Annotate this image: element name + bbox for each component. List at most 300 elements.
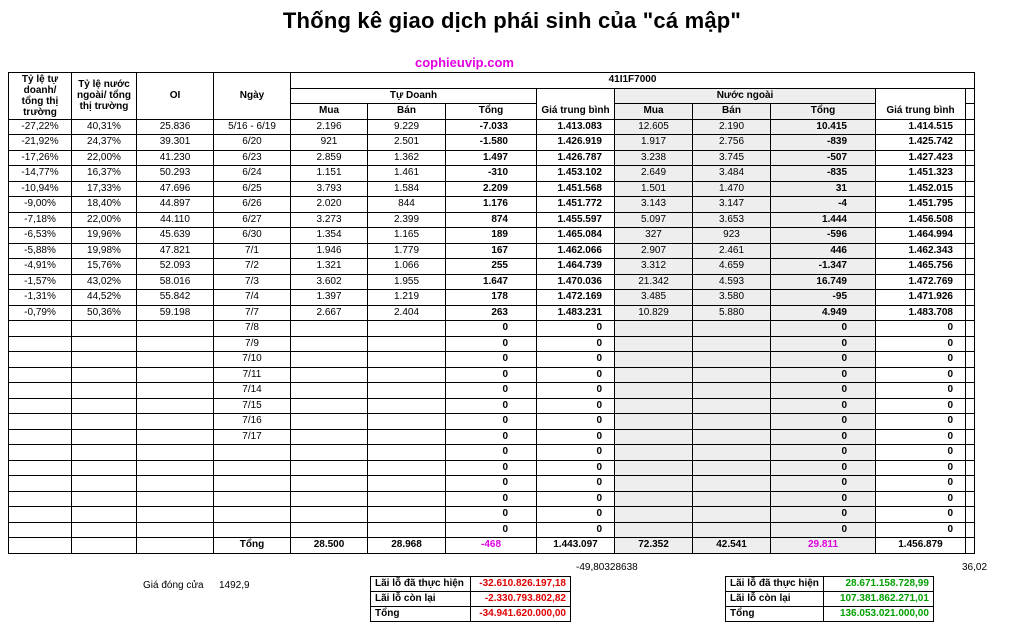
cell-td-gia: 0 [537,352,615,368]
cell-date: 7/14 [214,383,291,399]
cell-nn-ratio [72,429,137,445]
cell-td-tong: 1.647 [446,274,537,290]
cell-oi: 44.110 [137,212,214,228]
cell-date: 7/8 [214,321,291,337]
cell-td-ban: 2.399 [368,212,446,228]
table-row [9,367,975,383]
cell-nn-gia: 1.462.343 [876,243,966,259]
cell-td-ban [368,383,446,399]
cell-oi: 55.842 [137,290,214,306]
cell-td-mua: 3.273 [291,212,368,228]
cell-nn-mua: 10.829 [615,305,693,321]
cell-nn-ratio [72,336,137,352]
cell-nn-tong: 0 [771,429,876,445]
cell-nn-ratio [72,522,137,538]
cell-oi: 39.301 [137,135,214,151]
cell-td-gia: 1.426.787 [537,150,615,166]
cell-td-ratio: -10,94% [9,181,72,197]
cell-nn-tong: 0 [771,414,876,430]
cell-date: 6/25 [214,181,291,197]
cell-td-tong: 1.176 [446,197,537,213]
cell-nn-ratio: 16,37% [72,166,137,182]
cell-nn-gia: 0 [876,522,966,538]
cell-date [214,522,291,538]
cell-nn-gia: 1.483.708 [876,305,966,321]
cell-nn-mua: 3.312 [615,259,693,275]
cell-td-mua: 3.793 [291,181,368,197]
pnl-value: -34.941.620.000,00 [471,607,571,622]
cell-nn-mua [615,445,693,461]
cell-nn-mua: 3.143 [615,197,693,213]
cell-td-gia: 0 [537,321,615,337]
cell-nn-mua: 327 [615,228,693,244]
cell-nn-tong: 0 [771,352,876,368]
cell-nn-tong: -4 [771,197,876,213]
cell-td-ban: 1.584 [368,181,446,197]
cell-nn-ban: 4.593 [693,274,771,290]
cell-nn-ratio: 24,37% [72,135,137,151]
pnl-tu-doanh-table [370,576,571,622]
header-td-ratio: Tỷ lệ tự doanh/ tổng thị trường [9,73,72,120]
pnl-value: 28.671.158.728,99 [823,577,933,592]
totals-nn-tong: 29.811 [771,538,876,554]
cell-nn-gia: 0 [876,429,966,445]
cell-date [214,507,291,523]
cell-td-mua [291,414,368,430]
cell-nn-ban [693,429,771,445]
cell-td-tong: 0 [446,491,537,507]
cell-nn-gia: 0 [876,336,966,352]
header-nuoc-ngoai: Nước ngoài [615,88,876,104]
cell-nn-ban [693,507,771,523]
cell-oi [137,383,214,399]
cell-date [214,445,291,461]
cell-td-tong: 0 [446,367,537,383]
cell-td-mua [291,522,368,538]
cell-nn-mua: 2.907 [615,243,693,259]
cell-td-tong: -7.033 [446,119,537,135]
cell-nn-gia: 0 [876,321,966,337]
cell-td-ratio [9,507,72,523]
table-row [9,321,975,337]
cell-td-ratio: -17,26% [9,150,72,166]
cell-td-ratio [9,522,72,538]
pnl-label: Lãi lỗ còn lại [371,592,471,607]
cell-date: 7/10 [214,352,291,368]
cell-td-ban [368,491,446,507]
cell-date: 7/2 [214,259,291,275]
cell-date [214,491,291,507]
cell-nn-mua: 21.342 [615,274,693,290]
cell-nn-gia: 1.425.742 [876,135,966,151]
totals-nn-ban: 42.541 [693,538,771,554]
table-row [9,398,975,414]
cell-oi: 25.836 [137,119,214,135]
close-price-value: 1492,9 [219,580,250,591]
cell-td-ratio [9,352,72,368]
cell-td-ratio: -1,57% [9,274,72,290]
cell-nn-tong: 0 [771,336,876,352]
table-row [9,212,975,228]
cell-td-ratio [9,429,72,445]
cell-td-mua: 1.354 [291,228,368,244]
cell-nn-mua [615,491,693,507]
cell-nn-tong: -835 [771,166,876,182]
cell-date: 7/15 [214,398,291,414]
table-row [9,507,975,523]
cell-nn-tong: 0 [771,491,876,507]
table-row [9,119,975,135]
pnl-row [726,577,934,592]
table-row [9,445,975,461]
cell-td-gia: 0 [537,367,615,383]
cell-td-ban: 9.229 [368,119,446,135]
cell-td-gia: 0 [537,398,615,414]
header-nn-ban: Bán [693,104,771,120]
cell-nn-mua [615,476,693,492]
cell-nn-tong: -1.347 [771,259,876,275]
cell-nn-ratio: 44,52% [72,290,137,306]
table-row [9,429,975,445]
cell-td-ratio: -4,91% [9,259,72,275]
cell-td-tong: 189 [446,228,537,244]
table-row [9,135,975,151]
cell-td-mua [291,398,368,414]
cell-oi [137,429,214,445]
cell-date: 6/27 [214,212,291,228]
cell-nn-ban [693,336,771,352]
cell-td-tong: 0 [446,445,537,461]
cell-td-ban: 1.362 [368,150,446,166]
cell-oi [137,321,214,337]
cell-td-ratio [9,398,72,414]
cell-td-mua [291,460,368,476]
cell-td-mua: 3.602 [291,274,368,290]
pnl-row [726,592,934,607]
cell-td-tong: 167 [446,243,537,259]
table-row [9,197,975,213]
cell-nn-tong: 16.749 [771,274,876,290]
cell-oi [137,491,214,507]
header-oi: OI [137,73,214,120]
cell-oi [137,460,214,476]
cell-oi [137,336,214,352]
cell-date: 6/30 [214,228,291,244]
cell-nn-ban [693,383,771,399]
cell-date: 7/3 [214,274,291,290]
cell-td-mua: 2.020 [291,197,368,213]
cell-nn-tong: 31 [771,181,876,197]
cell-nn-tong: -95 [771,290,876,306]
nn-diff-value: 36,02 [962,562,988,573]
cell-td-tong: 0 [446,383,537,399]
cell-td-ratio: -27,22% [9,119,72,135]
cell-td-gia: 0 [537,429,615,445]
totals-td-ban: 28.968 [368,538,446,554]
cell-nn-gia: 0 [876,367,966,383]
cell-td-mua [291,507,368,523]
cell-nn-gia: 0 [876,383,966,399]
cell-td-mua [291,445,368,461]
cell-nn-gia: 0 [876,476,966,492]
cell-td-ratio: -7,18% [9,212,72,228]
cell-nn-ban: 2.756 [693,135,771,151]
pnl-row [371,607,571,622]
table-row [9,476,975,492]
cell-td-ratio [9,491,72,507]
cell-td-tong: 0 [446,336,537,352]
cell-nn-ban: 923 [693,228,771,244]
cell-nn-mua [615,336,693,352]
cell-nn-ratio: 22,00% [72,150,137,166]
cell-oi: 47.821 [137,243,214,259]
cell-td-mua: 1.397 [291,290,368,306]
cell-td-gia: 1.470.036 [537,274,615,290]
table-row [9,305,975,321]
cell-td-ban: 844 [368,197,446,213]
pnl-label: Tổng [371,607,471,622]
cell-td-gia: 0 [537,336,615,352]
cell-nn-ratio: 43,02% [72,274,137,290]
cell-oi [137,507,214,523]
cell-date: 7/7 [214,305,291,321]
pnl-label: Lãi lỗ đã thực hiện [726,577,824,592]
cell-nn-ratio: 19,96% [72,228,137,244]
cell-nn-tong: 0 [771,460,876,476]
cell-nn-gia: 0 [876,352,966,368]
cell-oi: 52.093 [137,259,214,275]
cell-td-tong: -1.580 [446,135,537,151]
table-row [9,414,975,430]
cell-td-ratio: -5,88% [9,243,72,259]
cell-nn-mua: 12.605 [615,119,693,135]
cell-nn-ban [693,321,771,337]
cell-oi [137,398,214,414]
header-contract: 41I1F7000 [291,73,975,89]
header-nn-gia: Giá trung bình [876,104,966,120]
cell-date: 7/17 [214,429,291,445]
cell-date: 5/16 - 6/19 [214,119,291,135]
cell-td-tong: 0 [446,476,537,492]
cell-td-ban: 1.461 [368,166,446,182]
table-row [9,352,975,368]
cell-nn-ban: 1.470 [693,181,771,197]
cell-td-mua [291,336,368,352]
cell-td-ratio [9,476,72,492]
cell-td-mua [291,476,368,492]
cell-nn-mua: 5.097 [615,212,693,228]
cell-td-gia: 0 [537,507,615,523]
table-row [9,336,975,352]
cell-td-mua: 921 [291,135,368,151]
cell-nn-ratio [72,383,137,399]
cell-td-ban [368,367,446,383]
header-nn-mua: Mua [615,104,693,120]
pnl-row [371,577,571,592]
cell-nn-ban [693,352,771,368]
cell-nn-ratio [72,321,137,337]
header-td-tong: Tổng [446,104,537,120]
cell-td-gia: 1.451.568 [537,181,615,197]
cell-date: 7/11 [214,367,291,383]
cell-date: 7/9 [214,336,291,352]
cell-oi [137,522,214,538]
cell-td-ratio: -1,31% [9,290,72,306]
cell-nn-tong: -839 [771,135,876,151]
cell-nn-ban: 3.580 [693,290,771,306]
header-nn-tong: Tổng [771,104,876,120]
cell-nn-tong: -507 [771,150,876,166]
cell-td-mua: 1.321 [291,259,368,275]
cell-nn-gia: 1.456.508 [876,212,966,228]
pnl-label: Lãi lỗ đã thực hiện [371,577,471,592]
cell-td-ratio: -9,00% [9,197,72,213]
table-row [9,181,975,197]
cell-nn-ratio: 17,33% [72,181,137,197]
cell-td-ban [368,476,446,492]
cell-td-ban [368,398,446,414]
cell-td-tong: 0 [446,321,537,337]
cell-td-mua [291,321,368,337]
cell-nn-tong: 1.444 [771,212,876,228]
derivatives-table [8,72,975,554]
cell-nn-ban: 3.147 [693,197,771,213]
cell-nn-ban [693,476,771,492]
cell-td-gia: 1.472.169 [537,290,615,306]
cell-td-ratio [9,460,72,476]
cell-nn-tong: 0 [771,445,876,461]
cell-td-ban: 1.219 [368,290,446,306]
cell-td-mua: 2.859 [291,150,368,166]
totals-row [9,538,975,554]
cell-td-mua [291,491,368,507]
cell-td-gia: 1.462.066 [537,243,615,259]
cell-nn-ban: 5.880 [693,305,771,321]
cell-td-ratio [9,414,72,430]
cell-nn-ban: 3.653 [693,212,771,228]
cell-oi: 47.696 [137,181,214,197]
cell-nn-gia: 1.451.795 [876,197,966,213]
cell-nn-ratio [72,445,137,461]
cell-nn-ratio: 50,36% [72,305,137,321]
cell-nn-gia: 0 [876,491,966,507]
cell-td-mua [291,429,368,445]
cell-td-gia: 1.451.772 [537,197,615,213]
cell-nn-gia: 1.464.994 [876,228,966,244]
table-row [9,243,975,259]
cell-td-ratio [9,383,72,399]
cell-td-tong: 0 [446,429,537,445]
totals-td-tong: -468 [446,538,537,554]
totals-td-mua: 28.500 [291,538,368,554]
cell-td-gia: 0 [537,383,615,399]
cell-nn-tong: 0 [771,321,876,337]
cell-td-gia: 0 [537,476,615,492]
table-row [9,522,975,538]
cell-nn-tong: 0 [771,507,876,523]
cell-oi: 50.293 [137,166,214,182]
cell-date [214,460,291,476]
cell-td-mua [291,367,368,383]
cell-nn-mua [615,414,693,430]
cell-td-ban: 2.501 [368,135,446,151]
cell-td-mua [291,383,368,399]
cell-td-gia: 0 [537,460,615,476]
cell-td-ban: 2.404 [368,305,446,321]
cell-td-gia: 0 [537,414,615,430]
pnl-value: -2.330.793.802,82 [471,592,571,607]
page-title: Thống kê giao dịch phái sinh của "cá mập" [282,8,742,33]
cell-date: 6/23 [214,150,291,166]
pnl-value: 136.053.021.000,00 [823,607,933,622]
cell-nn-tong: 0 [771,522,876,538]
cell-nn-gia: 0 [876,507,966,523]
cell-oi: 58.016 [137,274,214,290]
cell-oi: 41.230 [137,150,214,166]
header-td-ban: Bán [368,104,446,120]
cell-nn-mua [615,507,693,523]
cell-nn-ratio [72,460,137,476]
cell-td-gia: 0 [537,522,615,538]
cell-td-gia: 1.465.084 [537,228,615,244]
cell-nn-ratio: 22,00% [72,212,137,228]
cell-nn-ban [693,522,771,538]
cell-oi [137,445,214,461]
cell-nn-ban: 2.190 [693,119,771,135]
cell-date: 7/1 [214,243,291,259]
cell-nn-ratio [72,398,137,414]
cell-td-tong: 255 [446,259,537,275]
cell-nn-ban [693,445,771,461]
cell-nn-ratio: 40,31% [72,119,137,135]
cell-nn-tong: 0 [771,367,876,383]
cell-td-ban [368,507,446,523]
cell-nn-ban: 3.484 [693,166,771,182]
cell-nn-ban [693,414,771,430]
cell-oi: 45.639 [137,228,214,244]
cell-nn-tong: 446 [771,243,876,259]
cell-td-tong: 0 [446,414,537,430]
cell-oi: 44.897 [137,197,214,213]
cell-nn-mua [615,383,693,399]
cell-td-tong: 0 [446,507,537,523]
cell-nn-ban: 2.461 [693,243,771,259]
cell-nn-ratio [72,491,137,507]
totals-td-gia: 1.443.097 [537,538,615,554]
cell-td-ban: 1.955 [368,274,446,290]
cell-td-gia: 1.413.083 [537,119,615,135]
td-diff-value: -49,80328638 [576,562,638,573]
cell-td-ratio [9,336,72,352]
cell-date [214,476,291,492]
cell-nn-ratio: 19,98% [72,243,137,259]
totals-nn-mua: 72.352 [615,538,693,554]
table-row [9,274,975,290]
cell-nn-ban [693,491,771,507]
cell-td-ratio [9,367,72,383]
cell-td-gia: 1.426.919 [537,135,615,151]
cell-nn-mua: 1.501 [615,181,693,197]
table-row [9,166,975,182]
cell-td-tong: 0 [446,522,537,538]
cell-td-ban: 1.066 [368,259,446,275]
cell-nn-tong: 0 [771,476,876,492]
cell-td-tong: 1.497 [446,150,537,166]
cell-td-gia: 1.483.231 [537,305,615,321]
cell-nn-ratio [72,367,137,383]
cell-td-gia: 1.464.739 [537,259,615,275]
cell-td-mua [291,352,368,368]
